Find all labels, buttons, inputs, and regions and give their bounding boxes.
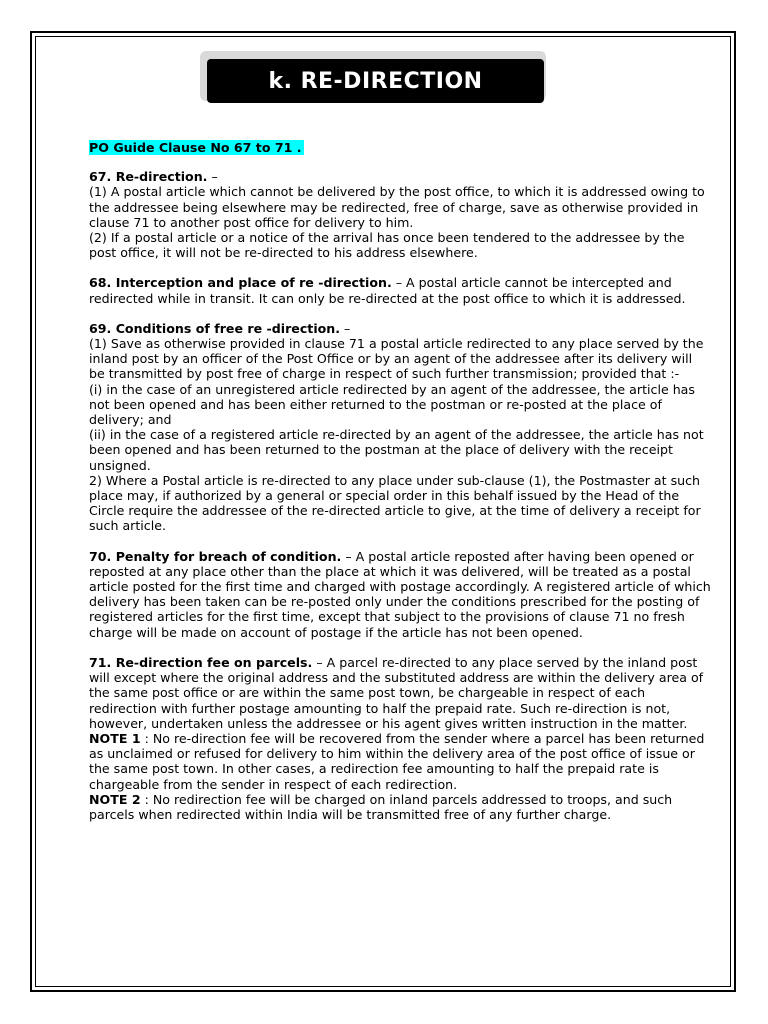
section-67-dash: – [207, 169, 218, 185]
section-69-para-4: 2) Where a Postal article is re-directed to any place under sub-clause (1), the Postmaster at such place may, if authorized by a general or special order in this behalf issued by the Head of the Circle require the addressee of the re-directed article to give, at the time of delivery a receipt for such article. [89, 472, 701, 534]
section-68 [89, 275, 711, 305]
page-title: k. RE-DIRECTION [207, 59, 544, 103]
section-70-para [89, 549, 711, 640]
document-body [89, 140, 711, 837]
section-71-note-1 [89, 731, 711, 792]
section-71-text: – A parcel re-directed to any place served by the inland post will except where the original address and the substituted address are within the delivery area of the same post office or are within the same post town, be chargeable in respect of each redirection with further postage amounting to half the prepaid rate. Such re-direction is not, however, undertaken unless the addressee or his agent gives written instruction in the matter. [89, 654, 704, 731]
section-71-heading: 71. Re-direction fee on parcels. [89, 654, 313, 670]
section-68-text: – A postal article cannot be intercepted and redirected while in transit. It can only be re-directed at the post office to which it is addressed. [89, 275, 686, 306]
section-67-para-2: (2) If a postal article or a notice of the arrival has once been tendered to the addressee by the post office, it will not be re-directed to his address elsewhere. [89, 230, 685, 261]
section-69-para-2: (i) in the case of an unregistered article redirected by an agent of the addressee, the article has not been opened and has been either returned to the postman or re-posted at the place of delivery; and [89, 381, 695, 428]
section-69-para-1: (1) Save as otherwise provided in clause 71 a postal article redirected to any place served by the inland post by an officer of the Post Office or by an agent of the addressee after its delivery will be transmitted by post free of charge in respect of such further transmission; provided that :- [89, 336, 704, 382]
section-70-heading: 70. Penalty for breach of condition. [89, 548, 342, 564]
section-70 [89, 549, 711, 640]
section-69 [89, 321, 711, 534]
section-68-heading: 68. Interception and place of re -direction. [89, 275, 392, 291]
note-1-label: NOTE 1 [89, 730, 141, 746]
section-70-text: – A postal article reposted after having been opened or reposted at any place other than the place at which it was delivered, will be treated as a postal article posted for the first time and charged with postage accordingly. A registered article of which delivery has been taken can be re-posted only under the conditions prescribed for the posting of registered articles for the first time, except that subject to the provisions of clause 71 no fresh charge will be made on account of postage if the article has not been opened. [89, 548, 711, 640]
section-71-note-2 [89, 792, 711, 822]
section-69-heading: 69. Conditions of free re -direction. [89, 320, 341, 336]
section-71 [89, 655, 711, 822]
section-71-para [89, 655, 711, 731]
section-67-para-1: (1) A postal article which cannot be delivered by the post office, to which it is addressed owing to the addressee being elsewhere may be redirected, free of charge, save as otherwise provided in clause 71 to another post office for delivery to him. [89, 184, 705, 230]
section-69-dash: – [340, 320, 351, 336]
section-69-para-3: (ii) in the case of a registered article re-directed by an agent of the addressee, the article has not been opened and has been returned to the postman at the place of delivery with the receipt unsigned. [89, 427, 704, 473]
note-2-label: NOTE 2 [89, 791, 141, 807]
section-69-heading-line [89, 321, 711, 336]
section-67-heading: 67. Re-direction. [89, 169, 208, 185]
note-1-text: : No re-direction fee will be recovered from the sender where a parcel has been returned as unclaimed or refused for delivery to him within the delivery area of the post office of issue or the same post town. In other cases, a redirection fee amounting to half the prepaid rate is chargeable from the sender in respect of each redirection. [89, 730, 705, 792]
note-2-text: : No redirection fee will be charged on inland parcels addressed to troops, and such parcels when redirected within India will be transmitted free of any further charge. [89, 791, 673, 822]
section-67 [89, 169, 711, 260]
guide-reference: PO Guide Clause No 67 to 71 . [89, 140, 302, 155]
section-67-heading-line [89, 169, 711, 184]
section-68-para [89, 275, 711, 305]
